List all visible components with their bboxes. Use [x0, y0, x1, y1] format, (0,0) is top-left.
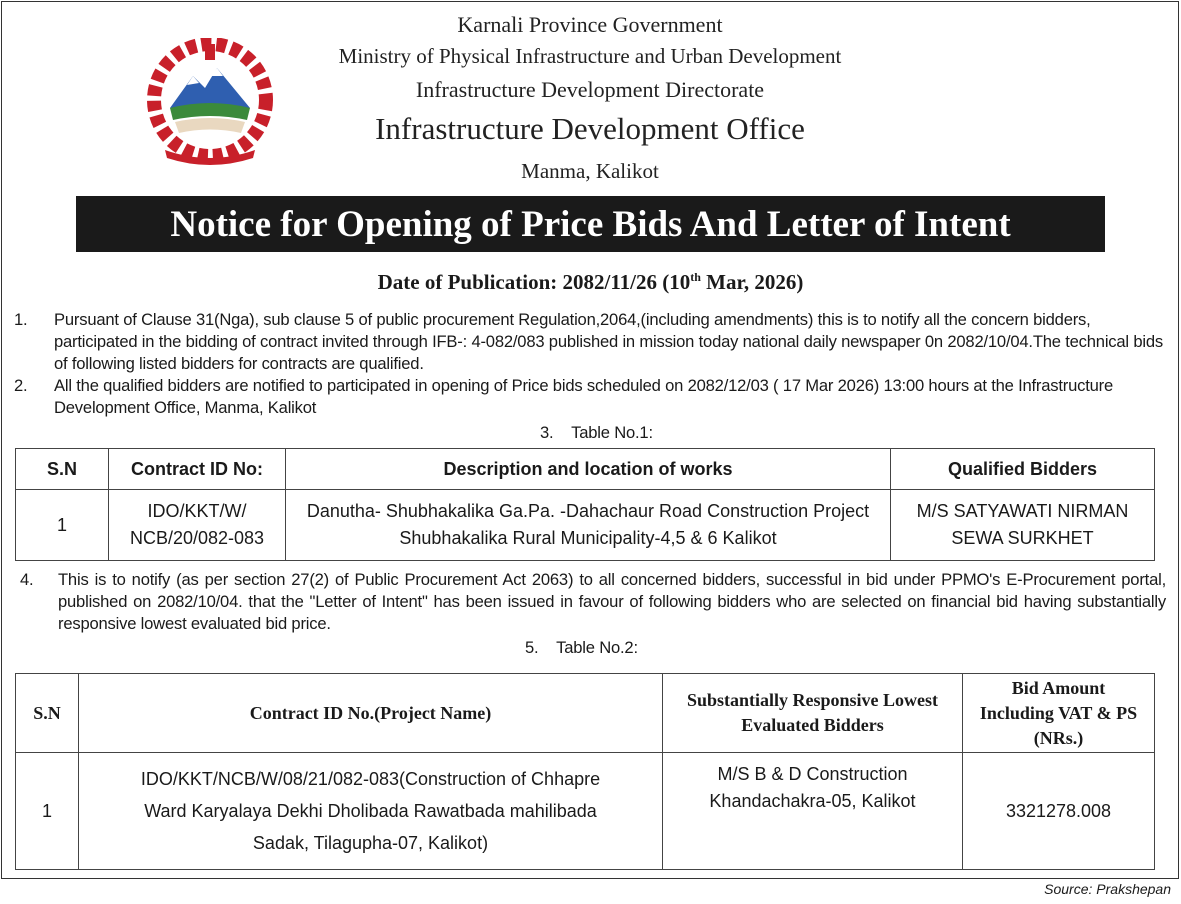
cell-contract-id: IDO/KKT/W/ NCB/20/082-083: [109, 490, 286, 561]
paragraph-number: 4.: [20, 570, 34, 589]
caption-number: 3.: [540, 423, 554, 442]
cell-bidder: M/S SATYAWATI NIRMAN SEWA SURKHET: [891, 490, 1155, 561]
cell-bid-amount: 3321278.008: [963, 753, 1155, 870]
table-row: [16, 490, 1155, 561]
cell-contract: IDO/KKT/NCB/W/08/21/082-083(Construction of Chhapre Ward Karyalaya Dekhi Dholibada Rawatbada mahilibada Sadak, Tilagupha-07, Kalikot): [79, 753, 663, 870]
caption-text: Table No.1:: [571, 423, 653, 442]
col-contract: Contract ID No.(Project Name): [79, 674, 663, 753]
office-name: Infrastructure Development Office: [375, 111, 805, 146]
cell-sn: 1: [16, 490, 109, 561]
office-location: Manma, Kalikot: [521, 159, 659, 183]
col-sn: S.N: [16, 674, 79, 753]
col-bid-amount: Bid Amount Including VAT & PS (NRs.): [963, 674, 1155, 753]
directorate-name: Infrastructure Development Directorate: [415, 77, 765, 102]
paragraph-4: [0, 569, 1181, 639]
source-credit: Source: Prakshepan: [1044, 881, 1171, 897]
cell-description: Danutha- Shubhakalika Ga.Pa. -Dahachaur Road Construction Project Shubhakalika Rural Municipality-4,5 & 6 Kalikot: [286, 490, 891, 561]
date-text: Date of Publication: 2082/11/26 (10: [377, 270, 691, 294]
paragraph-text: Pursuant of Clause 31(Nga), sub clause 5 of public procurement Regulation,2064,(including amendments) this is to notify all the concern bidders, participated in the bidding of contract invited through IFB-: 4-082/083 published in mission today national daily newspaper 0n 2082/10/04.The technical bids of following listed bidders for contracts are qualified.: [54, 310, 1163, 373]
col-sn: S.N: [16, 449, 109, 490]
col-qualified-bidders: Qualified Bidders: [891, 449, 1155, 490]
letter-of-intent-table: [15, 673, 1155, 870]
caption-text: Table No.2:: [556, 638, 638, 657]
col-description: Description and location of works: [286, 449, 891, 490]
notice-title-banner: [76, 196, 1105, 252]
table-header-row: [16, 674, 1155, 753]
paragraph-number: 1.: [14, 310, 28, 329]
table-header-row: [16, 449, 1155, 490]
date-sup: th: [690, 270, 701, 284]
paragraph-number: 2.: [14, 376, 28, 395]
publication-date: [0, 270, 1181, 295]
ministry-name: Ministry of Physical Infrastructure and Urban Development: [338, 44, 842, 68]
table2-caption: [525, 637, 638, 659]
paragraph-text: All the qualified bidders are notified to participated in opening of Price bids scheduled on 2082/12/03 ( 17 Mar 2026) 13:00 hours at the Infrastructure Development Office, Manma, Kalikot: [54, 376, 1114, 417]
paragraph-2: [0, 375, 1181, 421]
paragraph-text: This is to notify (as per section 27(2) of Public Procurement Act 2063) to all concerned bidders, successful in bid under PPMO's E-Procurement portal, published on 2082/10/04. that the "Letter of Intent" has been issued in favour of following bidders who are selected on financial bid having substantially responsive lowest evaluated bid price.: [58, 570, 1166, 633]
table1-caption: [540, 422, 653, 444]
notice-title: Notice for Opening of Price Bids And Letter of Intent: [170, 203, 1011, 245]
table-row: [16, 753, 1155, 870]
date-suffix: Mar, 2026): [700, 270, 804, 294]
qualified-bidders-table: [15, 448, 1155, 561]
cell-bidder: M/S B & D Construction Khandachakra-05, Kalikot: [663, 753, 963, 870]
col-lowest-bidder: Substantially Responsive Lowest Evaluated Bidders: [663, 674, 963, 753]
province-name: Karnali Province Government: [457, 12, 723, 37]
col-contract-id: Contract ID No:: [109, 449, 286, 490]
paragraph-1: [0, 309, 1181, 379]
caption-number: 5.: [525, 638, 539, 657]
cell-sn: 1: [16, 753, 79, 870]
